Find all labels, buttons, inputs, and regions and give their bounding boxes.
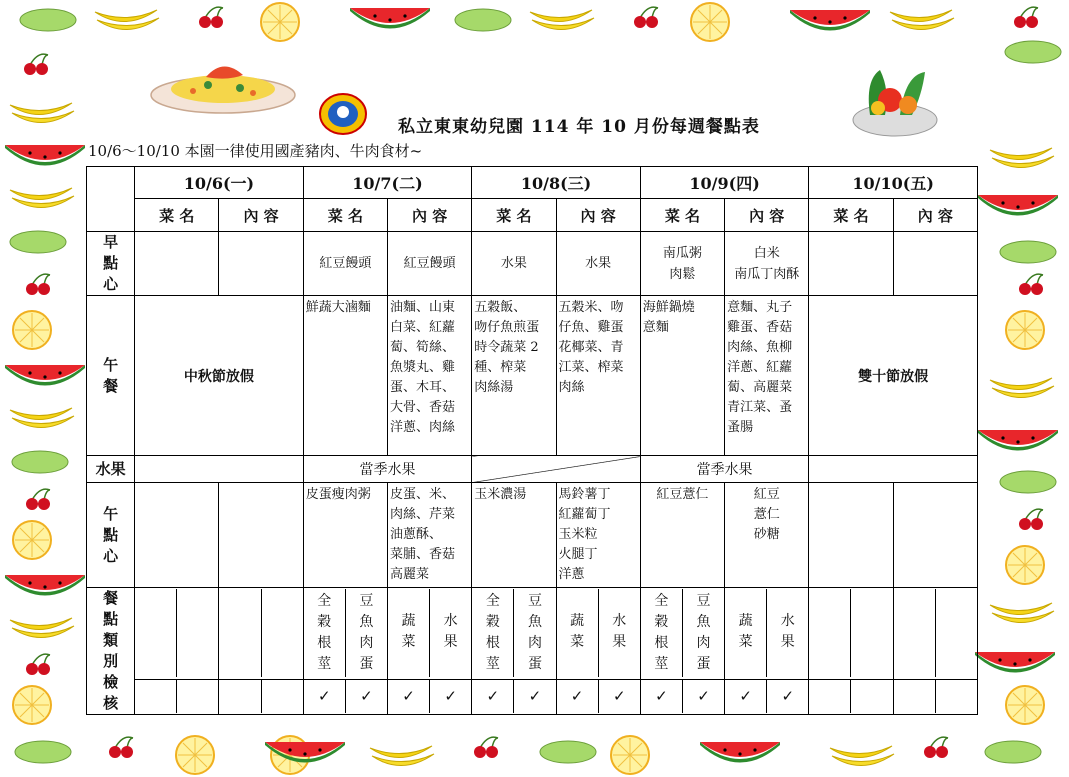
menu-cell: 南瓜粥 肉鬆 — [640, 232, 724, 296]
check-split-cell — [640, 679, 724, 714]
check-split-cell — [556, 679, 640, 714]
category-fruit: 水 果 — [780, 613, 795, 651]
lunch-row — [87, 296, 978, 456]
meat-origin-notice: 10/6～10/10 本園一律使用國產豬肉、牛肉食材~ — [88, 142, 423, 160]
holiday-cell: 中秋節放假 — [135, 296, 304, 456]
check-split-cell — [725, 588, 809, 680]
check-mark: ✓ — [781, 687, 795, 706]
menu-cell: 馬鈴薯丁 紅蘿蔔丁 玉米粒 火腿丁 洋蔥 — [556, 483, 640, 588]
category-fruit: 水 果 — [612, 613, 627, 651]
weekly-menu-table — [86, 166, 978, 715]
menu-cell: 紅豆薏仁 — [640, 483, 724, 588]
dish-header: 菜 名 — [640, 199, 724, 232]
category-protein: 豆 魚 肉 蛋 — [527, 593, 542, 673]
check-split-cell — [472, 588, 556, 680]
menu-cell: 海鮮鍋燒 意麵 — [640, 296, 724, 456]
content-header: 內 容 — [725, 199, 809, 232]
check-mark-row — [87, 679, 978, 714]
seasonal-fruit-cell: 當季水果 — [640, 456, 809, 483]
check-split-cell — [893, 588, 977, 680]
day-header: 10/7(二) — [303, 167, 472, 199]
menu-cell: 紅豆饅頭 — [387, 232, 471, 296]
check-mark: ✓ — [304, 680, 346, 713]
check-mark: ✓ — [360, 687, 373, 706]
check-split-cell — [387, 679, 471, 714]
menu-cell: 紅豆 薏仁 砂糖 — [725, 483, 809, 588]
menu-cell — [809, 232, 893, 296]
category-fruit: 水 果 — [443, 613, 458, 651]
day-header: 10/6(一) — [135, 167, 304, 199]
category-veg: 蔬 菜 — [557, 589, 599, 677]
content-header: 內 容 — [219, 199, 303, 232]
fruit-row — [87, 456, 978, 483]
check-mark: ✓ — [612, 687, 626, 706]
vegetable-bowl-illustration — [850, 60, 940, 140]
dish-header: 菜 名 — [135, 199, 219, 232]
diagonal-cell — [472, 456, 641, 483]
kindergarten-logo — [318, 92, 368, 136]
check-split-cell — [640, 588, 724, 680]
menu-cell: 水果 — [556, 232, 640, 296]
category-veg: 蔬 菜 — [725, 589, 767, 677]
menu-cell: 水果 — [472, 232, 556, 296]
menu-cell: 五穀飯、 吻仔魚煎蛋 時令蔬菜 2 種、榨菜 肉絲湯 — [472, 296, 556, 456]
menu-cell: 五穀米、吻 仔魚、雞蛋 花椰菜、青 江菜、榨菜 肉絲 — [556, 296, 640, 456]
check-mark: ✓ — [641, 680, 683, 713]
menu-cell — [219, 483, 303, 588]
day-header: 10/10(五) — [809, 167, 978, 199]
check-split-cell — [219, 679, 303, 714]
content-header: 內 容 — [556, 199, 640, 232]
menu-cell: 意麵、丸子 雞蛋、香菇 肉絲、魚柳 洋蔥、紅蘿 蔔、高麗菜 青江菜、蚤 蚤腸 — [725, 296, 809, 456]
corner-cell — [87, 167, 135, 232]
menu-cell — [135, 232, 219, 296]
check-split-cell — [219, 588, 303, 680]
check-category-row — [87, 588, 978, 680]
row-label-check: 餐 點 類 別 檢 核 — [87, 588, 135, 715]
afternoon-snack-row — [87, 483, 978, 588]
shrimp-fried-rice-illustration — [148, 55, 298, 115]
day-header: 10/9(四) — [640, 167, 809, 199]
menu-cell — [809, 456, 978, 483]
check-split-cell — [809, 588, 893, 680]
menu-cell — [135, 456, 304, 483]
category-grain: 全 穀 根 莖 — [472, 589, 514, 677]
menu-cell: 鮮蔬大滷麵 — [303, 296, 387, 456]
menu-cell: 玉米濃湯 — [472, 483, 556, 588]
menu-cell: 皮蛋瘦肉粥 — [303, 483, 387, 588]
check-split-cell — [387, 588, 471, 680]
check-mark: ✓ — [528, 687, 542, 706]
check-split-cell — [303, 588, 387, 680]
menu-cell — [219, 232, 303, 296]
dish-header: 菜 名 — [303, 199, 387, 232]
page-title: 私立東東幼兒園 114 年 10 月份每週餐點表 — [398, 117, 760, 137]
holiday-cell: 雙十節放假 — [809, 296, 978, 456]
check-mark: ✓ — [388, 680, 430, 713]
check-mark: ✓ — [697, 687, 710, 706]
category-grain: 全 穀 根 莖 — [304, 589, 346, 677]
dish-header: 菜 名 — [809, 199, 893, 232]
row-label-morning-snack: 早 點 心 — [87, 232, 135, 296]
check-split-cell — [725, 679, 809, 714]
check-mark: ✓ — [557, 680, 599, 713]
menu-cell: 白米 南瓜丁肉酥 — [725, 232, 809, 296]
column-header-row — [87, 199, 978, 232]
category-protein: 豆 魚 肉 蛋 — [359, 593, 374, 673]
check-mark: ✓ — [444, 687, 457, 706]
menu-cell: 皮蛋、米、 肉絲、芹菜 油蔥酥、 菜脯、香菇 高麗菜 — [387, 483, 471, 588]
category-protein: 豆 魚 肉 蛋 — [696, 593, 711, 673]
category-grain: 全 穀 根 莖 — [641, 589, 683, 677]
check-split-cell — [556, 588, 640, 680]
row-label-lunch: 午 餐 — [87, 296, 135, 456]
day-header: 10/8(三) — [472, 167, 641, 199]
dish-header: 菜 名 — [472, 199, 556, 232]
check-mark: ✓ — [472, 680, 514, 713]
content-header: 內 容 — [387, 199, 471, 232]
menu-cell — [893, 483, 977, 588]
seasonal-fruit-cell: 當季水果 — [303, 456, 472, 483]
check-split-cell — [135, 679, 219, 714]
row-label-fruit: 水果 — [87, 456, 135, 483]
check-split-cell — [303, 679, 387, 714]
menu-cell — [135, 483, 219, 588]
check-mark: ✓ — [725, 680, 767, 713]
morning-snack-row — [87, 232, 978, 296]
check-split-cell — [893, 679, 977, 714]
menu-cell: 油麵、山東 白菜、紅蘿 蔔、筍絲、 魚漿丸、雞 蛋、木耳、 大骨、香菇 洋蔥、肉絲 — [387, 296, 471, 456]
row-label-afternoon-snack: 午 點 心 — [87, 483, 135, 588]
check-split-cell — [135, 588, 219, 680]
category-veg: 蔬 菜 — [388, 589, 430, 677]
day-header-row — [87, 167, 978, 199]
menu-cell: 紅豆饅頭 — [303, 232, 387, 296]
check-split-cell — [472, 679, 556, 714]
menu-cell — [893, 232, 977, 296]
check-split-cell — [809, 679, 893, 714]
content-header: 內 容 — [893, 199, 977, 232]
menu-cell — [809, 483, 893, 588]
